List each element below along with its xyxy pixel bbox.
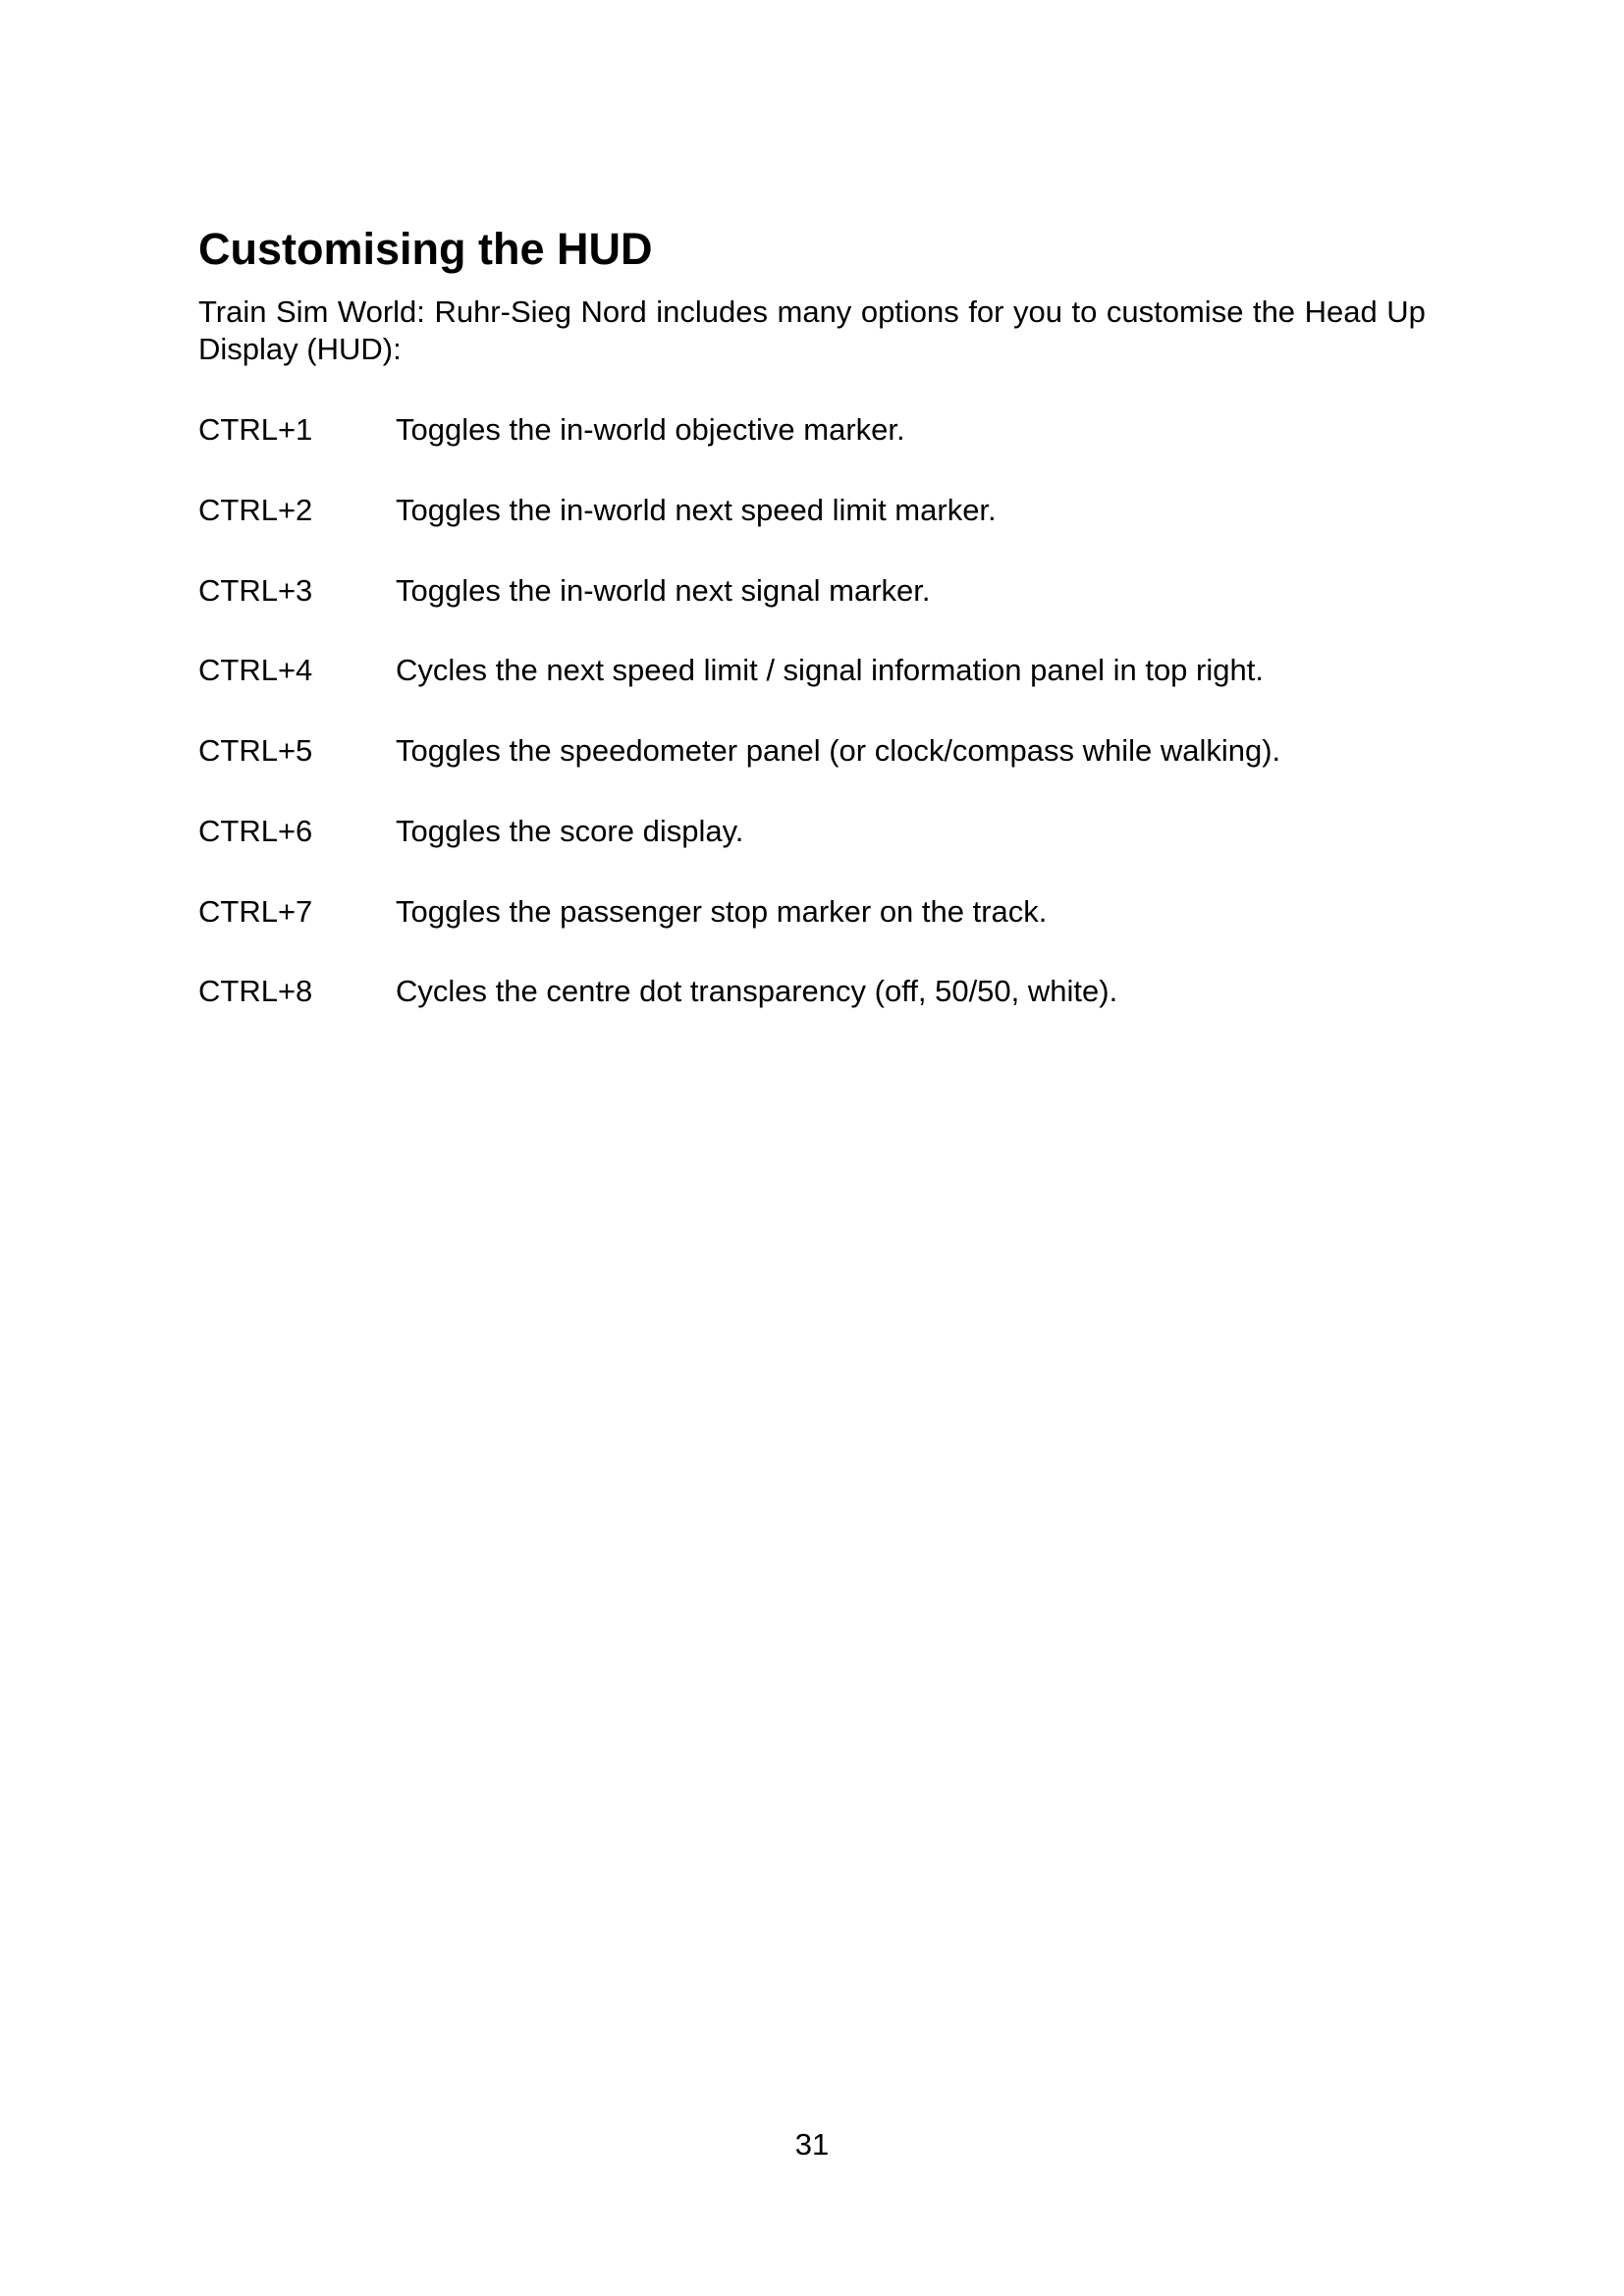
shortcut-row [198,973,1426,1010]
shortcut-description: Toggles the score display. [396,814,744,848]
intro-line-1: Train Sim World: Ruhr-Sieg Nord includes many options for you to customise the Head Up [198,294,1426,329]
shortcut-key: CTRL+7 [198,894,313,929]
shortcut-description: Toggles the in-world next speed limit marker. [396,493,997,527]
shortcut-row [198,572,1426,610]
intro-paragraph [198,294,1426,368]
intro-line-2: Display (HUD): [198,332,402,366]
shortcut-description: Cycles the next speed limit / signal information panel in top right. [396,653,1264,687]
shortcut-description: Cycles the centre dot transparency (off, 50/50, white). [396,974,1118,1008]
shortcut-row [198,813,1426,850]
shortcut-key: CTRL+5 [198,733,313,768]
shortcut-key: CTRL+4 [198,653,313,687]
shortcut-description: Toggles the passenger stop marker on the track. [396,894,1048,929]
shortcut-description: Toggles the speedometer panel (or clock/compass while walking). [396,733,1281,768]
shortcut-row [198,893,1426,931]
shortcut-description: Toggles the in-world objective marker. [396,412,905,447]
shortcut-key: CTRL+1 [198,412,313,447]
shortcut-row [198,732,1426,770]
page-number: 31 [794,2127,830,2162]
shortcut-description: Toggles the in-world next signal marker. [396,573,931,608]
shortcut-row [198,411,1426,449]
shortcut-row [198,652,1426,689]
shortcut-key: CTRL+8 [198,974,313,1008]
shortcut-row [198,492,1426,529]
shortcut-key: CTRL+3 [198,573,313,608]
shortcut-key: CTRL+6 [198,814,313,848]
shortcut-key: CTRL+2 [198,493,313,527]
page-title: Customising the HUD [198,224,653,275]
